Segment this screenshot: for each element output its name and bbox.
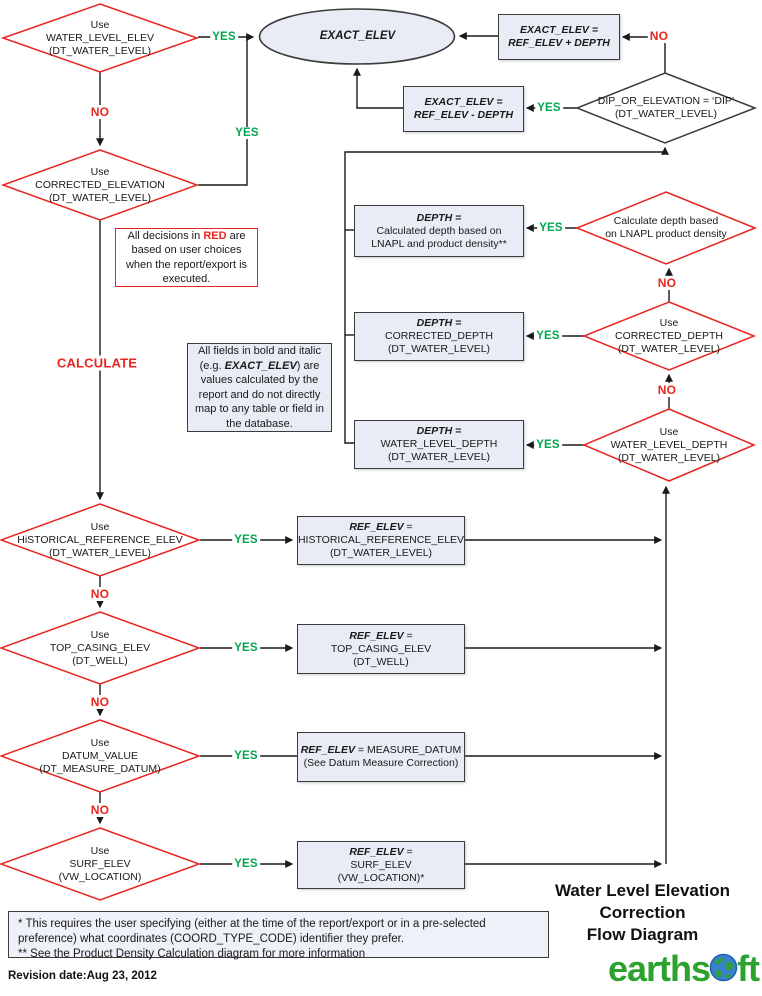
note-text [120, 229, 253, 287]
process-line: HISTORICAL_REFERENCE_ELEV [297, 534, 465, 546]
process-line: SURF_ELEV [350, 858, 412, 871]
process-line: (DT_WATER_LEVEL) [387, 343, 491, 355]
decision-line: DATUM_VALUE [61, 749, 139, 762]
process-line [301, 744, 462, 757]
decision-line: CORRECTED_ELEVATION [35, 178, 165, 191]
note-text [193, 344, 326, 431]
label-yes-corrected-depth: YES [536, 330, 560, 342]
decision-line: (DT_WATER_LEVEL) [48, 44, 152, 57]
decision-line: Use [90, 736, 110, 749]
decision-corrected-elevation [3, 150, 197, 220]
decision-calc-lnapl [577, 192, 755, 264]
process-line: (DT_WELL) [353, 655, 409, 668]
label-yes-corrected-elevation: YES [235, 127, 259, 139]
ref-elev-eq: = [403, 629, 413, 642]
process-exact-plus [498, 14, 620, 60]
process-ref-top-casing [297, 624, 465, 674]
process-ref-surf [297, 841, 465, 889]
process-line: EXACT_ELEV = [520, 24, 598, 36]
process-line: EXACT_ELEV = [424, 96, 503, 108]
edge-corrected-elevation-yes [198, 37, 247, 185]
decision-line: Use [659, 316, 679, 329]
note-pre: All decisions in [127, 229, 204, 242]
decision-line: (VW_LOCATION) [58, 870, 142, 883]
process-line: DEPTH = [416, 317, 462, 329]
decision-line: TOP_CASING_ELEV [49, 641, 151, 654]
ref-elev-eq: = [403, 521, 413, 533]
decision-line: Use [90, 165, 110, 178]
footnote-coord: * This requires the user specifying (either at the time of the report/export or in a pre-selected preference) what coordinates (COORD_TYPE_CODE) identifier they prefer. [18, 918, 486, 945]
title-line: Water Level Elevation [554, 881, 731, 900]
decision-line: (DT_MEASURE_DATUM) [39, 762, 161, 775]
logo-text-right: ft [737, 948, 760, 989]
decision-line: Use [90, 844, 110, 857]
process-depth-lnapl [354, 205, 524, 257]
label-yes-water-level-elev: YES [212, 31, 236, 43]
label-yes-surf: YES [234, 858, 258, 870]
note-calculated-fields [187, 343, 332, 432]
label-calculate: CALCULATE [56, 355, 138, 371]
decision-line: on LNAPL product density [605, 228, 727, 240]
note-exact-elev: EXACT_ELEV [224, 359, 297, 372]
note-red-word: RED [203, 229, 227, 242]
terminator-label: EXACT_ELEV [319, 30, 396, 42]
process-line: REF_ELEV + DEPTH [508, 37, 610, 49]
process-line: WATER_LEVEL_DEPTH [380, 438, 498, 450]
revision-date: Revision date:Aug 23, 2012 [8, 970, 157, 982]
decision-water-level-depth [584, 409, 754, 481]
label-no-historical: NO [90, 587, 110, 601]
process-depth-water-level [354, 420, 524, 469]
label-yes-historical: YES [234, 534, 258, 546]
label-yes-water-level-depth: YES [536, 439, 560, 451]
label-no-water-level-depth: NO [657, 383, 677, 397]
process-line: (DT_WATER_LEVEL) [387, 451, 491, 463]
label-no-datum: NO [90, 803, 110, 817]
decision-line: Use [659, 425, 679, 438]
decision-corrected-depth [584, 302, 754, 370]
note-pre: All fields in bold and italic (e.g. [198, 345, 321, 372]
label-no-top-casing: NO [90, 695, 110, 709]
label-no-dip: NO [649, 29, 669, 43]
ref-elev-label: REF_ELEV [349, 521, 404, 533]
decision-top-casing-elev [1, 612, 199, 684]
decision-line: Calculate depth based [613, 215, 719, 227]
note-post: are based on user choices when the report/export is executed. [125, 229, 248, 285]
process-ref-datum [297, 732, 465, 782]
process-line: (See Datum Measure Correction) [303, 757, 459, 769]
ref-elev-eq: = MEASURE_DATUM [354, 744, 462, 756]
globe-icon [709, 949, 738, 991]
note-red-decisions [115, 228, 258, 287]
decision-line: WATER_LEVEL_ELEV [46, 31, 154, 44]
ref-elev-label: REF_ELEV [300, 744, 355, 756]
edge-exact-minus-to-terminator [357, 69, 403, 108]
decision-datum-value [1, 720, 199, 792]
process-line [349, 846, 412, 859]
process-line: DEPTH = [416, 211, 462, 224]
footnote-box [8, 911, 549, 958]
process-ref-historical [297, 516, 465, 565]
process-depth-corrected [354, 312, 524, 361]
note-post: ) are values calculated by the report and do not directly map to any table or field in the database. [194, 359, 325, 430]
decision-line: SURF_ELEV [69, 857, 131, 870]
process-exact-minus [403, 86, 524, 132]
process-line: (VW_LOCATION)* [337, 871, 425, 884]
decision-line: (DT_WATER_LEVEL) [617, 451, 721, 464]
title-line: Correction [599, 903, 686, 922]
process-line: TOP_CASING_ELEV [330, 642, 432, 655]
decision-line: HiSTORICAL_REFERENCE_ELEV [17, 533, 183, 546]
decision-line: Use [90, 18, 110, 31]
label-yes-dip: YES [537, 102, 561, 114]
decision-line: (DT_WELL) [72, 654, 128, 667]
decision-line: Use [90, 520, 110, 533]
process-line: DEPTH = [416, 425, 462, 437]
decision-water-level-elev [3, 4, 197, 72]
ref-elev-label: REF_ELEV [349, 845, 404, 858]
decision-line: DIP_OR_ELEVATION = ‘DIP’ [597, 95, 735, 107]
label-yes-top-casing: YES [234, 642, 258, 654]
footnote-density: ** See the Product Density Calculation diagram for more information [18, 948, 366, 960]
decision-line: CORRECTED_DEPTH [615, 329, 723, 342]
decision-line: (DT_WATER_LEVEL) [617, 342, 721, 355]
decision-line: (DT_WATER_LEVEL) [48, 191, 152, 204]
decision-surf-elev [1, 828, 199, 900]
process-line: REF_ELEV - DEPTH [413, 109, 514, 121]
label-yes-datum: YES [234, 750, 258, 762]
logo-text-left: earths [608, 948, 711, 989]
decision-dip-or-elevation [577, 73, 755, 143]
decision-historical-reference-elev [1, 504, 199, 576]
ref-elev-label: REF_ELEV [349, 629, 404, 642]
decision-line: WATER_LEVEL_DEPTH [610, 438, 728, 451]
label-yes-calc-lnapl: YES [539, 222, 563, 234]
earthsoft-logo [608, 947, 759, 991]
label-no-water-level-elev: NO [90, 105, 110, 119]
decision-line: Use [90, 628, 110, 641]
decision-line: (DT_WATER_LEVEL) [48, 546, 152, 559]
process-line: Calculated depth based on [376, 224, 502, 237]
terminator-exact-elev [260, 9, 455, 64]
process-line [349, 630, 412, 643]
label-no-corrected-depth: NO [657, 276, 677, 290]
diagram-title [540, 880, 745, 946]
ref-elev-eq: = [403, 845, 413, 858]
decision-line: (DT_WATER_LEVEL) [614, 108, 718, 120]
process-line: (DT_WATER_LEVEL) [329, 547, 433, 559]
process-line: CORRECTED_DEPTH [385, 330, 493, 342]
process-line: LNAPL and product density** [371, 237, 507, 250]
title-line: Flow Diagram [586, 925, 699, 944]
process-line [349, 521, 412, 534]
